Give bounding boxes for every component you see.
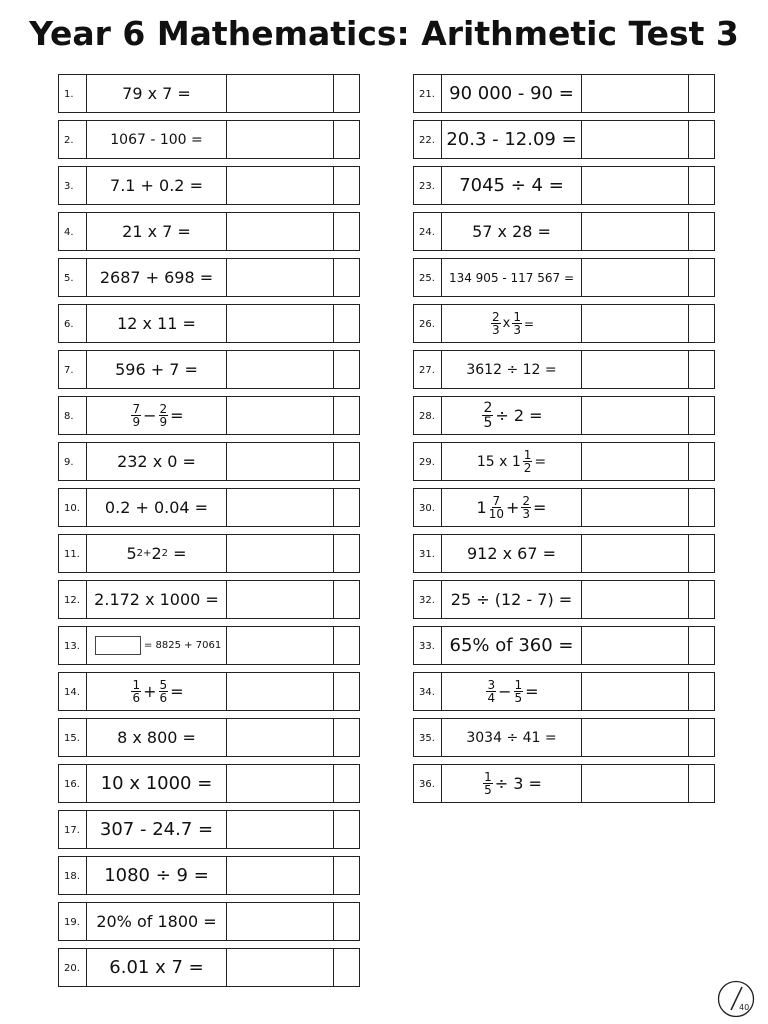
question-row-4 xyxy=(58,212,360,251)
question-number: 28. xyxy=(414,397,442,434)
question-number: 20. xyxy=(59,949,87,986)
fraction: $\frac{1}{2}$ xyxy=(523,448,532,475)
mark-box[interactable] xyxy=(689,627,714,664)
question-text: 25 ÷ (12 - 7) = xyxy=(442,581,582,618)
question-number: 10. xyxy=(59,489,87,526)
question-text: 134 905 - 117 567 = xyxy=(442,259,582,296)
question-row-3 xyxy=(58,166,360,205)
answer-box[interactable] xyxy=(227,397,334,434)
question-row-13 xyxy=(58,626,360,665)
question-text: 307 - 24.7 = xyxy=(87,811,227,848)
question-number: 16. xyxy=(59,765,87,802)
question-number: 36. xyxy=(414,765,442,802)
question-number: 27. xyxy=(414,351,442,388)
mark-box[interactable] xyxy=(689,535,714,572)
question-number: 14. xyxy=(59,673,87,710)
mark-box[interactable] xyxy=(334,443,359,480)
answer-box[interactable] xyxy=(582,581,689,618)
mark-box[interactable] xyxy=(689,305,714,342)
answer-box[interactable] xyxy=(227,903,334,940)
question-row-14 xyxy=(58,672,360,711)
question-text: 8 x 800 = xyxy=(87,719,227,756)
missing-number-box[interactable] xyxy=(95,636,141,655)
answer-box[interactable] xyxy=(227,949,334,986)
question-row-1 xyxy=(58,74,360,113)
answer-box[interactable] xyxy=(582,305,689,342)
question-text: 7045 ÷ 4 = xyxy=(442,167,582,204)
mark-box[interactable] xyxy=(689,213,714,250)
mark-box[interactable] xyxy=(334,903,359,940)
question-number: 2. xyxy=(59,121,87,158)
answer-box[interactable] xyxy=(227,213,334,250)
question-row-25 xyxy=(413,258,715,297)
answer-box[interactable] xyxy=(582,397,689,434)
question-text: 90 000 - 90 = xyxy=(442,75,582,112)
fraction: $\frac{7}{10}$ xyxy=(488,494,504,521)
question-text: 2687 + 698 = xyxy=(87,259,227,296)
mark-box[interactable] xyxy=(334,259,359,296)
answer-box[interactable] xyxy=(227,673,334,710)
question-number: 12. xyxy=(59,581,87,618)
answer-box[interactable] xyxy=(227,857,334,894)
question-text: 3612 ÷ 12 = xyxy=(442,351,582,388)
question-row-16 xyxy=(58,764,360,803)
mark-box[interactable] xyxy=(334,949,359,986)
answer-box[interactable] xyxy=(227,75,334,112)
question-text: = 8825 + 7061 xyxy=(87,627,227,664)
question-number: 35. xyxy=(414,719,442,756)
question-text: 5 2 + 2 2 = xyxy=(87,535,227,572)
fraction: $\frac{2}{5}$ xyxy=(483,400,493,431)
fraction: $\frac{2}{3}$ xyxy=(491,310,500,337)
question-text: 912 x 67 = xyxy=(442,535,582,572)
answer-box[interactable] xyxy=(227,535,334,572)
question-text: $\frac{3}{4}$ − $\frac{1}{5}$ = xyxy=(442,673,582,710)
answer-box[interactable] xyxy=(582,259,689,296)
answer-box[interactable] xyxy=(582,213,689,250)
question-row-20 xyxy=(58,948,360,987)
mark-box[interactable] xyxy=(689,167,714,204)
answer-box[interactable] xyxy=(227,581,334,618)
answer-box[interactable] xyxy=(227,167,334,204)
mark-box[interactable] xyxy=(334,351,359,388)
mark-box[interactable] xyxy=(689,673,714,710)
answer-box[interactable] xyxy=(582,351,689,388)
question-number: 23. xyxy=(414,167,442,204)
question-row-5 xyxy=(58,258,360,297)
answer-box[interactable] xyxy=(582,627,689,664)
question-text: 3034 ÷ 41 = xyxy=(442,719,582,756)
question-text: 0.2 + 0.04 = xyxy=(87,489,227,526)
mark-box[interactable] xyxy=(689,443,714,480)
question-text: 7.1 + 0.2 = xyxy=(87,167,227,204)
answer-box[interactable] xyxy=(582,75,689,112)
mark-box[interactable] xyxy=(689,351,714,388)
mark-box[interactable] xyxy=(334,489,359,526)
question-row-12 xyxy=(58,580,360,619)
fraction: $\frac{2}{3}$ xyxy=(522,494,531,521)
mark-box[interactable] xyxy=(334,213,359,250)
question-text: 20.3 - 12.09 = xyxy=(442,121,582,158)
fraction: $\frac{1}{5}$ xyxy=(514,678,523,705)
question-text: 21 x 7 = xyxy=(87,213,227,250)
question-row-17 xyxy=(58,810,360,849)
answer-box[interactable] xyxy=(582,443,689,480)
answer-box[interactable] xyxy=(227,121,334,158)
question-number: 4. xyxy=(59,213,87,250)
mark-box[interactable] xyxy=(689,397,714,434)
question-row-7 xyxy=(58,350,360,389)
question-row-24 xyxy=(413,212,715,251)
fraction: $\frac{1}{3}$ xyxy=(513,310,521,337)
fraction: $\frac{1}{6}$ xyxy=(132,678,141,705)
question-row-28 xyxy=(413,396,715,435)
question-number: 24. xyxy=(414,213,442,250)
answer-box[interactable] xyxy=(227,443,334,480)
answer-box[interactable] xyxy=(227,811,334,848)
mark-box[interactable] xyxy=(689,75,714,112)
mark-box[interactable] xyxy=(334,857,359,894)
question-number: 30. xyxy=(414,489,442,526)
mark-box[interactable] xyxy=(334,167,359,204)
badge-text: 40 xyxy=(739,1003,750,1012)
question-number: 32. xyxy=(414,581,442,618)
question-row-2 xyxy=(58,120,360,159)
question-row-8 xyxy=(58,396,360,435)
question-text: 2.172 x 1000 = xyxy=(87,581,227,618)
answer-box[interactable] xyxy=(582,765,689,802)
answer-box[interactable] xyxy=(582,489,689,526)
question-text: 20% of 1800 = xyxy=(87,903,227,940)
answer-box[interactable] xyxy=(227,627,334,664)
answer-box[interactable] xyxy=(227,489,334,526)
question-row-32 xyxy=(413,580,715,619)
question-number: 34. xyxy=(414,673,442,710)
question-text: 232 x 0 = xyxy=(87,443,227,480)
question-number: 17. xyxy=(59,811,87,848)
question-text: $\frac{1}{5}$ ÷ 3 = xyxy=(442,765,582,802)
answer-box[interactable] xyxy=(582,535,689,572)
mark-box[interactable] xyxy=(334,535,359,572)
mark-box[interactable] xyxy=(689,581,714,618)
mark-box[interactable] xyxy=(334,719,359,756)
question-row-18 xyxy=(58,856,360,895)
question-text: $\frac{2}{5}$ ÷ 2 = xyxy=(442,397,582,434)
mark-box[interactable] xyxy=(334,305,359,342)
question-row-9 xyxy=(58,442,360,481)
question-text: 10 x 1000 = xyxy=(87,765,227,802)
question-row-21 xyxy=(413,74,715,113)
question-number: 11. xyxy=(59,535,87,572)
answer-box[interactable] xyxy=(227,765,334,802)
answer-box[interactable] xyxy=(227,719,334,756)
mark-box[interactable] xyxy=(689,765,714,802)
question-number: 31. xyxy=(414,535,442,572)
question-number: 21. xyxy=(414,75,442,112)
question-row-26 xyxy=(413,304,715,343)
mark-box[interactable] xyxy=(334,397,359,434)
question-number: 29. xyxy=(414,443,442,480)
question-number: 7. xyxy=(59,351,87,388)
question-row-15 xyxy=(58,718,360,757)
question-text: $\frac{1}{6}$ + $\frac{5}{6}$ = xyxy=(87,673,227,710)
question-text: 15 x 1 $\frac{1}{2}$ = xyxy=(442,443,582,480)
page-title: Year 6 Mathematics: Arithmetic Test 3 xyxy=(29,14,739,53)
question-number: 3. xyxy=(59,167,87,204)
question-row-30 xyxy=(413,488,715,527)
question-text: $\frac{7}{9}$ − $\frac{2}{9}$ = xyxy=(87,397,227,434)
question-row-19 xyxy=(58,902,360,941)
fraction: $\frac{2}{9}$ xyxy=(159,402,168,429)
question-number: 33. xyxy=(414,627,442,664)
question-text: $\frac{2}{3}$ x $\frac{1}{3}$ = xyxy=(442,305,582,342)
mark-box[interactable] xyxy=(334,75,359,112)
question-number: 6. xyxy=(59,305,87,342)
question-row-35 xyxy=(413,718,715,757)
question-row-23 xyxy=(413,166,715,205)
question-row-11 xyxy=(58,534,360,573)
question-number: 22. xyxy=(414,121,442,158)
question-number: 18. xyxy=(59,857,87,894)
fraction: $\frac{1}{5}$ xyxy=(484,770,492,797)
question-number: 19. xyxy=(59,903,87,940)
mark-box[interactable] xyxy=(689,489,714,526)
answer-box[interactable] xyxy=(227,351,334,388)
question-number: 13. xyxy=(59,627,87,664)
question-number: 9. xyxy=(59,443,87,480)
question-text: 1080 ÷ 9 = xyxy=(87,857,227,894)
question-row-33 xyxy=(413,626,715,665)
answer-box[interactable] xyxy=(227,305,334,342)
question-number: 8. xyxy=(59,397,87,434)
question-row-6 xyxy=(58,304,360,343)
question-row-27 xyxy=(413,350,715,389)
answer-box[interactable] xyxy=(227,259,334,296)
answer-box[interactable] xyxy=(582,719,689,756)
logo-badge-icon xyxy=(717,980,755,1018)
question-row-22 xyxy=(413,120,715,159)
question-row-34 xyxy=(413,672,715,711)
question-number: 5. xyxy=(59,259,87,296)
answer-box[interactable] xyxy=(582,673,689,710)
mark-box[interactable] xyxy=(689,259,714,296)
question-row-29 xyxy=(413,442,715,481)
question-text: 79 x 7 = xyxy=(87,75,227,112)
fraction: $\frac{7}{9}$ xyxy=(132,402,141,429)
question-text: 1 $\frac{7}{10}$ + $\frac{2}{3}$ = xyxy=(442,489,582,526)
question-text: 1067 - 100 = xyxy=(87,121,227,158)
question-text: 12 x 11 = xyxy=(87,305,227,342)
question-text: 596 + 7 = xyxy=(87,351,227,388)
question-text: 6.01 x 7 = xyxy=(87,949,227,986)
question-number: 15. xyxy=(59,719,87,756)
question-row-10 xyxy=(58,488,360,527)
question-row-31 xyxy=(413,534,715,573)
mark-box[interactable] xyxy=(334,673,359,710)
question-number: 25. xyxy=(414,259,442,296)
fraction: $\frac{3}{4}$ xyxy=(487,678,496,705)
question-text: 57 x 28 = xyxy=(442,213,582,250)
mark-box[interactable] xyxy=(334,765,359,802)
fraction: $\frac{5}{6}$ xyxy=(159,678,168,705)
question-number: 26. xyxy=(414,305,442,342)
mark-box[interactable] xyxy=(334,581,359,618)
question-number: 1. xyxy=(59,75,87,112)
mark-box[interactable] xyxy=(334,811,359,848)
answer-box[interactable] xyxy=(582,121,689,158)
question-text: 65% of 360 = xyxy=(442,627,582,664)
mark-box[interactable] xyxy=(334,627,359,664)
answer-box[interactable] xyxy=(582,167,689,204)
mark-box[interactable] xyxy=(689,719,714,756)
question-row-36 xyxy=(413,764,715,803)
mark-box[interactable] xyxy=(334,121,359,158)
mark-box[interactable] xyxy=(689,121,714,158)
